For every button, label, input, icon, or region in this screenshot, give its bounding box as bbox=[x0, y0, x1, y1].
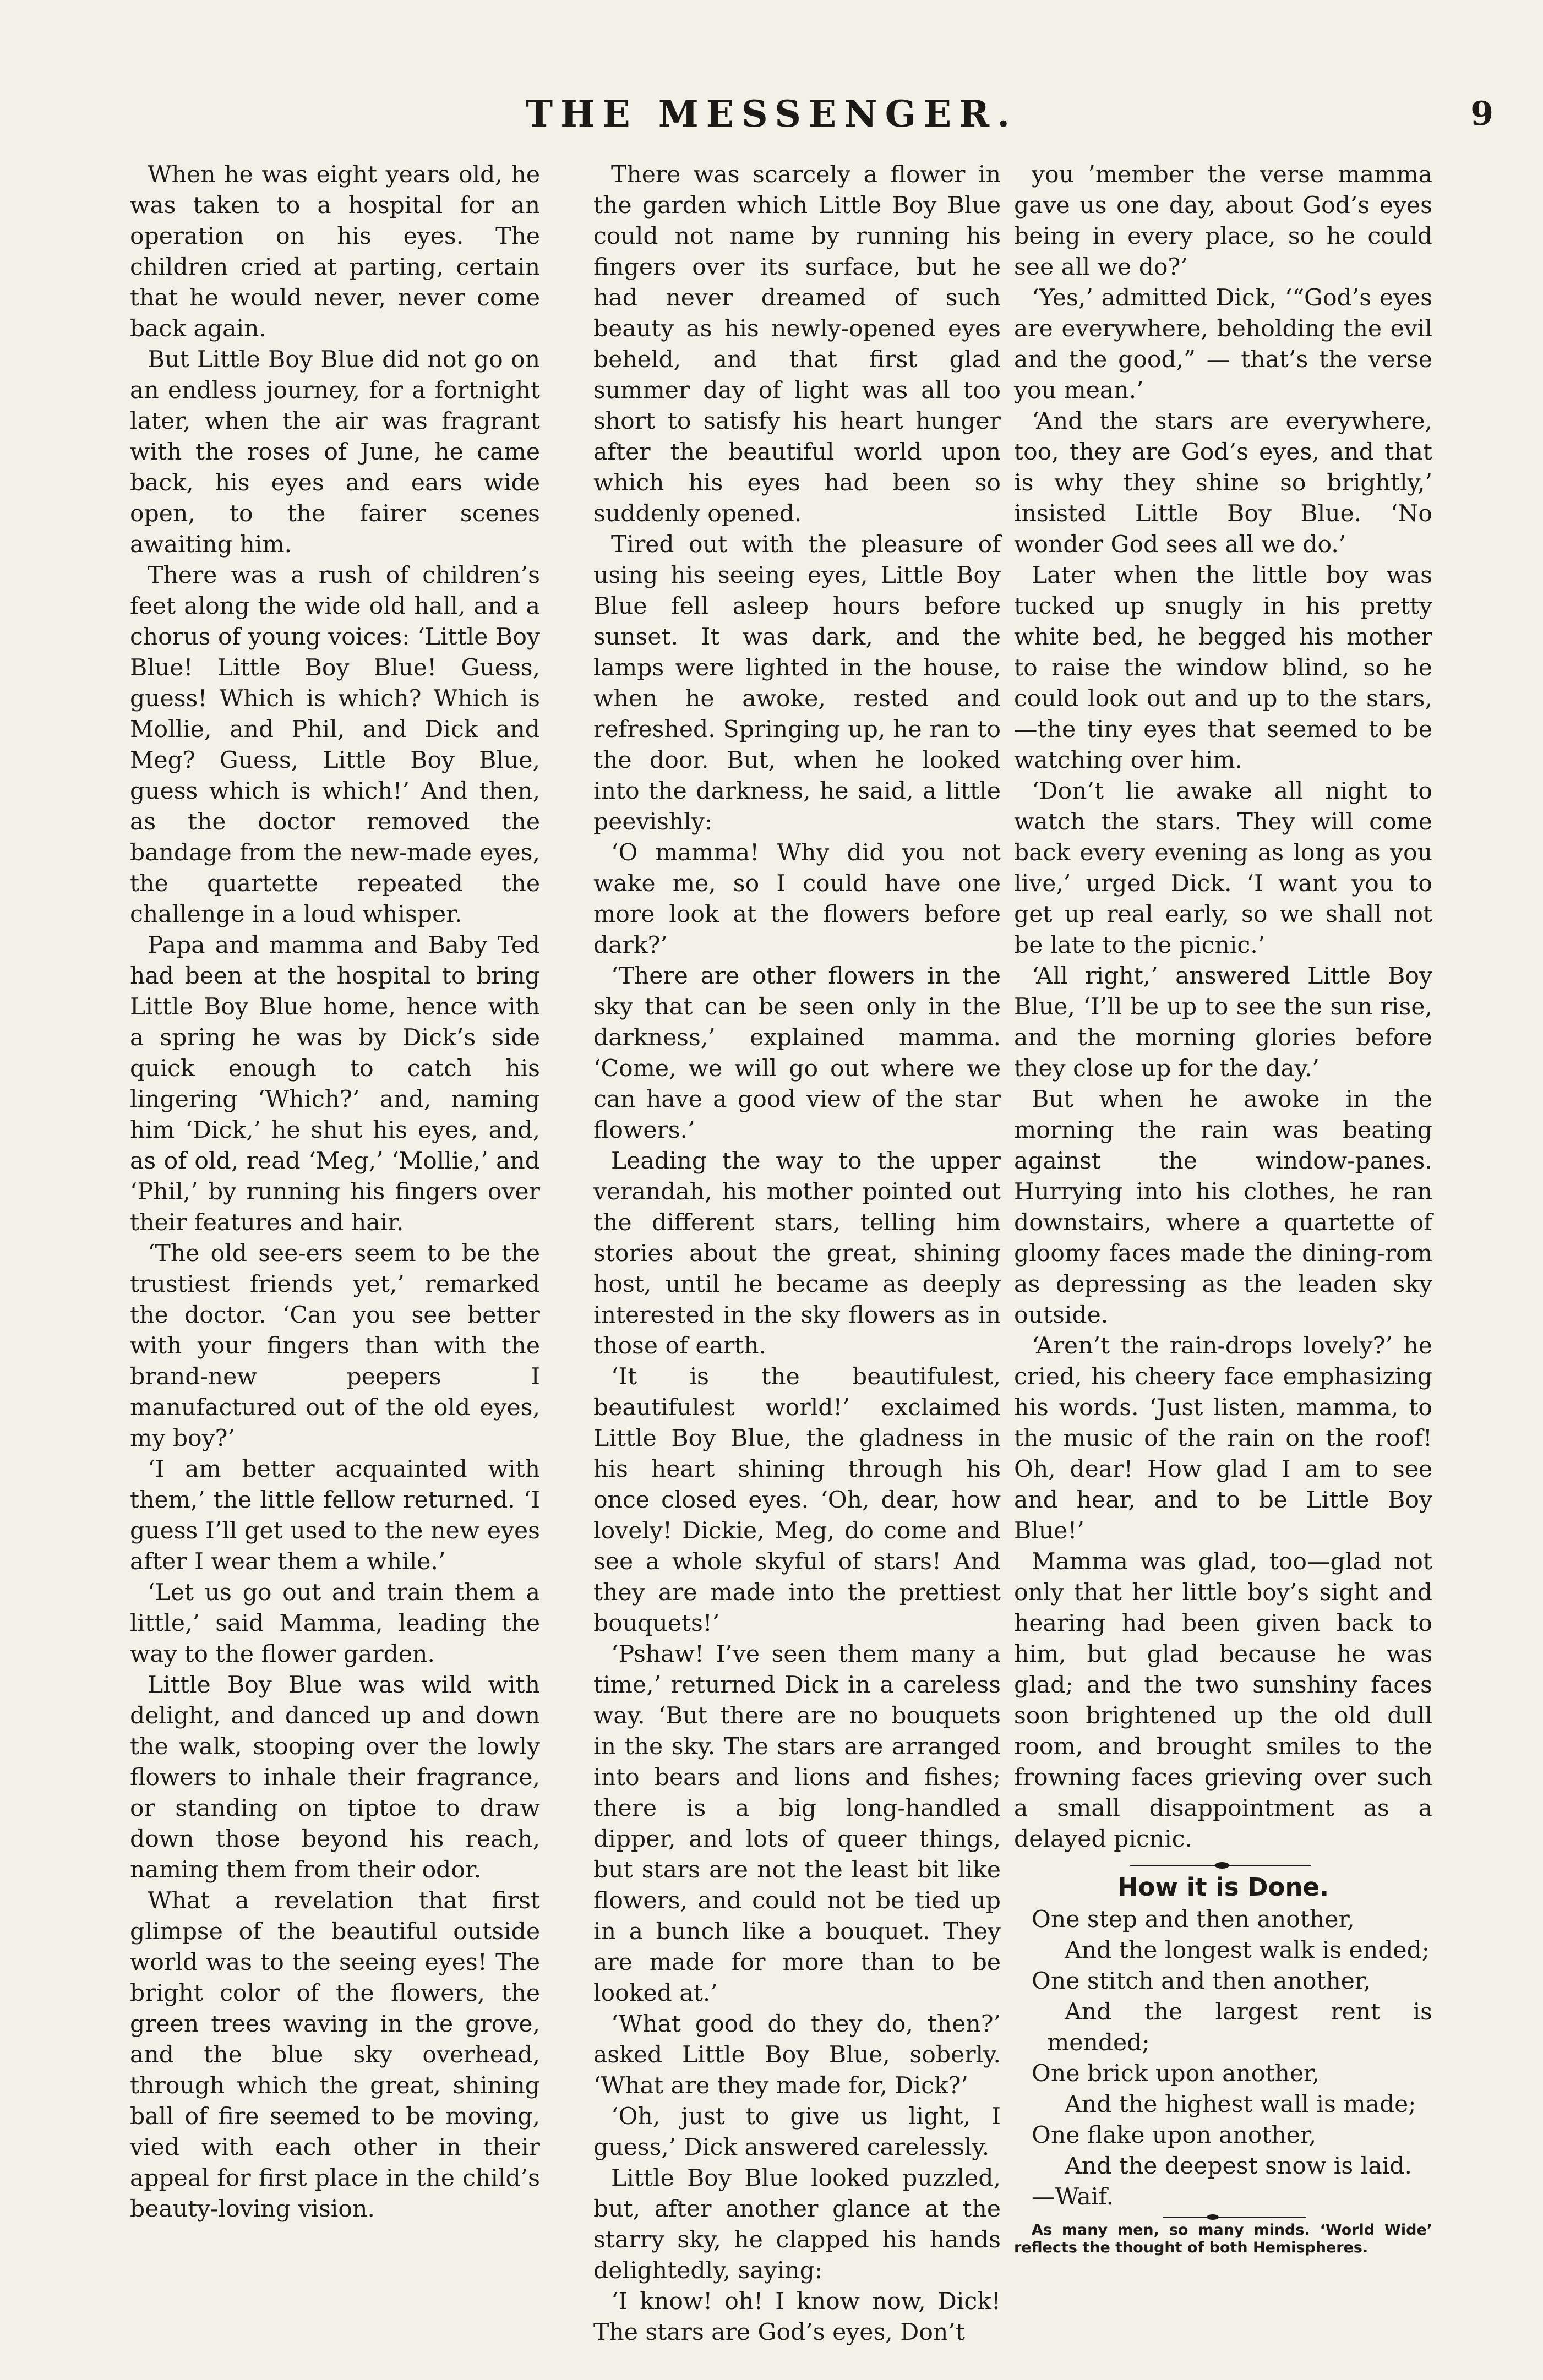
paragraph: ‘I know! oh! I know now, Dick! The stars are God’s eyes, Don’t bbox=[593, 2288, 1001, 2346]
paragraph: ‘And the stars are everywhere, too, they are God’s eyes, and that is why they shine so brightly,’ insisted Little Boy Blue. ‘No wonder God sees all we do.’ bbox=[1014, 408, 1432, 558]
paragraph: Mamma was glad, too—glad not only that her little boy’s sight and hearing had been given back to him, but glad because he was glad; and the two sunshiny faces soon brightened up the old dull room, and brought smiles to the frowning faces grieving over such a small disappointment as a delayed picnic. bbox=[1014, 1548, 1432, 1853]
paragraph: Little Boy Blue looked puzzled, but, after another glance at the starry sky, he clapped his hands delightedly, saying: bbox=[593, 2165, 1001, 2284]
poem-title: How it is Done. bbox=[1117, 1873, 1329, 1902]
paragraph: There was a rush of children’s feet along the wide old hall, and a chorus of young voices: ‘Little Boy Blue! Little Boy Blue! Guess, guess! Which is which? Which is Mollie, and Phil, and Dick and Meg? Guess, Little Boy Blue, guess which is which!’ And then, as the doctor removed the bandage from the new-made eyes, the quartette repeated the challenge in a loud whisper. bbox=[130, 562, 540, 928]
paragraph: Leading the way to the upper verandah, his mother pointed out the different stars, telling him stories about the great, shining host, until he became as deeply interested in the sky flowers as in those of earth. bbox=[593, 1148, 1001, 1360]
paragraph: When he was eight years old, he was taken to a hospital for an operation on his eyes. The children cried at parting, certain that he would never, never come back again. bbox=[130, 161, 540, 342]
paragraph: ‘I am better acquainted with them,’ the little fellow returned. ‘I guess I’ll get used to the new eyes after I wear them a while.’ bbox=[130, 1456, 540, 1575]
page-number: 9 bbox=[1470, 95, 1493, 133]
paragraph: ‘The old see-ers seem to be the trustiest friends yet,’ remarked the doctor. ‘Can you see better with your fingers than with the brand-new peepers I manufactured out of the old eyes, my boy?’ bbox=[130, 1240, 540, 1452]
paragraph: ‘Aren’t the rain-drops lovely?’ he cried, his cheery face emphasizing his words. ‘Just listen, mamma, to the music of the rain on the roof! Oh, dear! How glad I am to see and hear, and to be Little Boy Blue!’ bbox=[1014, 1333, 1432, 1544]
paragraph: ‘Let us go out and train them a little,’ said Mamma, leading the way to the flower garden. bbox=[130, 1579, 540, 1668]
publication-title: THE MESSENGER. bbox=[525, 92, 1018, 135]
poem-attribution: —Waif. bbox=[1032, 2184, 1114, 2210]
paragraph: But when he awoke in the morning the rain was beating against the window-panes. Hurrying into his clothes, he ran downstairs, where a quartette of gloomy faces made the dining-rom as depressing as the leaden sky outside. bbox=[1014, 1086, 1432, 1329]
column-2 bbox=[593, 160, 1001, 2346]
poem-line: One stitch and then another, bbox=[1032, 1968, 1371, 1995]
paragraph: ‘Yes,’ admitted Dick, ‘“God’s eyes are everywhere, beholding the evil and the good,” — that’s the verse you mean.’ bbox=[1014, 285, 1432, 404]
paragraph: There was scarcely a flower in the garden which Little Boy Blue could not name by running his fingers over its surface, but he had never dreamed of such beauty as his newly-opened eyes beheld, and that first glad summer day of light was all too short to satisfy his heart hunger after the beautiful world upon which his eyes had been so suddenly opened. bbox=[593, 161, 1001, 527]
paragraph: ‘Pshaw! I’ve seen them many a time,’ returned Dick in a careless way. ‘But there are no bouquets in the sky. The stars are arranged into bears and lions and fishes; there is a big long-handled dipper, and lots of queer things, but stars are not the least bit like flowers, and could not be tied up in a bunch like a bouquet. They are made for more than to be looked at.’ bbox=[593, 1641, 1001, 2007]
paragraph: Little Boy Blue was wild with delight, and danced up and down the walk, stooping over the lowly flowers to inhale their fragrance, or standing on tiptoe to draw down those beyond his reach, naming them from their odor. bbox=[130, 1672, 540, 1884]
paragraph: Papa and mamma and Baby Ted had been at the hospital to bring Little Boy Blue home, hence with a spring he was by Dick’s side quick enough to catch his lingering ‘Which?’ and, naming him ‘Dick,’ he shut his eyes, and, as of old, read ‘Meg,’ ‘Mollie,’ and ‘Phil,’ by running his fingers over their features and hair. bbox=[130, 932, 540, 1236]
paragraph: But Little Boy Blue did not go on an endless journey, for a fortnight later, when the air was fragrant with the roses of June, he came back, his eyes and ears wide open, to the fairer scenes awaiting him. bbox=[130, 346, 540, 558]
poem-line: And the highest wall is made; bbox=[1065, 2091, 1416, 2118]
poem-line: And the longest walk is ended; bbox=[1065, 1937, 1430, 1964]
paragraph: you ’member the verse mamma gave us one day, about God’s eyes being in every place, so he could see all we do?’ bbox=[1014, 161, 1432, 281]
paragraph: ‘It is the beautifulest, beautifulest world!’ exclaimed Little Boy Blue, the gladness in his heart shining through his once closed eyes. ‘Oh, dear, how lovely! Dickie, Meg, do come and see a whole skyful of stars! And they are made into the prettiest bouquets!’ bbox=[593, 1363, 1001, 1637]
paragraph: ‘All right,’ answered Little Boy Blue, ‘I’ll be up to see the sun rise, and the morning glories before they close up for the day.’ bbox=[1014, 963, 1432, 1082]
column-3 bbox=[1014, 160, 1432, 2256]
paragraph: What a revelation that first glimpse of the beautiful outside world was to the seeing eyes! The bright color of the flowers, the green trees waving in the grove, and the blue sky overhead, through which the great, shining ball of fire seemed to be moving, vied with each other in their appeal for first place in the child’s beauty-loving vision. bbox=[130, 1887, 540, 2223]
paragraph: ‘What good do they do, then?’ asked Little Boy Blue, soberly. ‘What are they made for, Dick?’ bbox=[593, 2011, 1001, 2099]
section-divider bbox=[1014, 2213, 1432, 2221]
paragraph: ‘O mamma! Why did you not wake me, so I could have one more look at the flowers before dark?’ bbox=[593, 839, 1001, 959]
poem-line: One step and then another, bbox=[1032, 1906, 1355, 1933]
paragraph: ‘Don’t lie awake all night to watch the stars. They will come back every evening as long as you live,’ urged Dick. ‘I want you to get up real early, so we shall not be late to the picnic.’ bbox=[1014, 778, 1432, 959]
masthead bbox=[0, 92, 1543, 159]
paragraph: ‘Oh, just to give us light, I guess,’ Dick answered carelessly. bbox=[593, 2103, 1001, 2161]
poem-line: One brick upon another, bbox=[1032, 2060, 1320, 2087]
paragraph: Tired out with the pleasure of using his seeing eyes, Little Boy Blue fell asleep hours before sunset. It was dark, and the lamps were lighted in the house, when he awoke, rested and refreshed. Springing up, he ran to the door. But, when he looked into the darkness, he said, a little peevishly: bbox=[593, 531, 1001, 836]
footnote: As many men, so many minds. ‘World Wide’ reflects the thought of both Hemispheres. bbox=[1014, 2221, 1432, 2256]
poem-line: And the deepest snow is laid. bbox=[1065, 2153, 1412, 2180]
poem-line: And the largest rent is mended; bbox=[1047, 1999, 1432, 2056]
section-divider bbox=[1014, 1859, 1432, 1871]
paragraph: Later when the little boy was tucked up snugly in his pretty white bed, he begged his mother to raise the window blind, so he could look out and up to the stars,—the tiny eyes that seemed to be watching over him. bbox=[1014, 562, 1432, 774]
poem-line: One flake upon another, bbox=[1032, 2122, 1317, 2149]
column-1 bbox=[130, 160, 540, 2235]
paragraph: ‘There are other flowers in the sky that can be seen only in the darkness,’ explained mamma. ‘Come, we will go out where we can have a good view of the star flowers.’ bbox=[593, 963, 1001, 1144]
